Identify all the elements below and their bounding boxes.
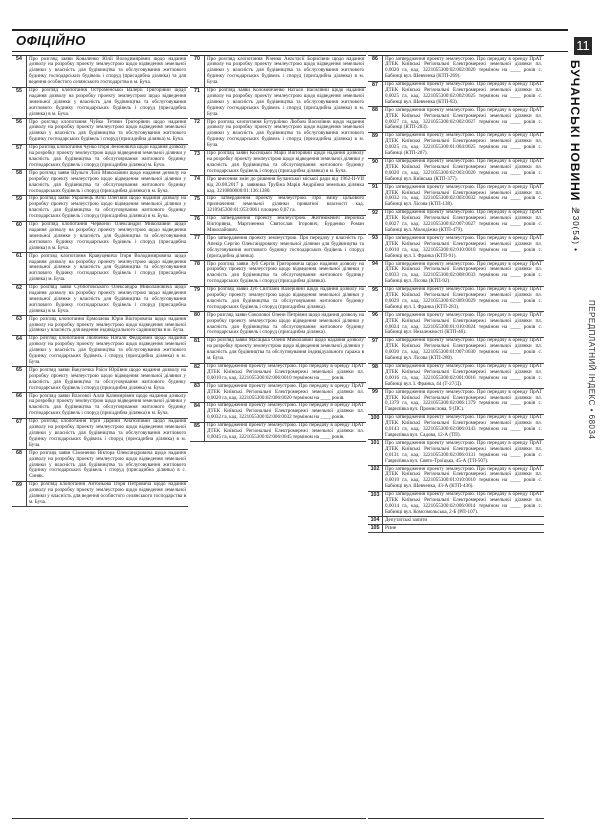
agenda-item-text: Про розгляд заяви Вакулечка Раїси Юріївни щодо надання дозволу на розробку проекту землеустрою щодо відведення земельної ділянки у власність для будівництва та обслуговування житлового будинку господарських будівель і споруд (присадибна ділянка) м. Буча. — [29, 366, 186, 391]
agenda-item — [12, 316, 188, 336]
agenda-item-number: 59 — [12, 196, 27, 221]
newspaper-brand-name: БУЧАНСЬКІ НОВИНИ — [568, 60, 582, 202]
agenda-item — [190, 235, 366, 261]
agenda-item — [12, 196, 188, 222]
agenda-item-number: 105 — [368, 525, 383, 532]
agenda-item-text: Про розгляд заяви Масацька Олени Миколаївни щодо надання дозволу на розробку проекту землеустрою щодо відведення земельної ділянки у власність для будівництва та обслуговування індивідуального гаража в м. Буча. — [207, 337, 364, 362]
agenda-item — [368, 159, 544, 185]
agenda-item-text: Депутатські запити — [385, 516, 428, 523]
agenda-item — [368, 210, 544, 236]
agenda-item-number: 100 — [368, 415, 383, 440]
agenda-item-number: 58 — [12, 170, 27, 195]
agenda-item-text: Про затвердження проекту землеустрою. Про зміну цільового призначення земельної ділянки приватної власності кад. 3210945300:01:053:0061 площею 0,07 га. — [207, 195, 364, 214]
agenda-item-number: 75 — [190, 196, 205, 215]
agenda-item-text: Про затвердження проекту землеустрою. Про передачу в оренду ПрАТ ДТЕК Київські Регіональні Електромережі земельної ділянки пл. 0,0143 га, кад. 3221055300:02:006:0143 терміном на ____ років с. Гаврилівка вул. Садова, 12-А (ТП). — [385, 414, 542, 438]
agenda-item-number: 79 — [190, 287, 205, 312]
agenda-item — [368, 517, 544, 525]
agenda-item-number: 92 — [368, 210, 383, 235]
agenda-item-text: Про розгляд заяви Зуб Світлани Валеріївни щодо надання дозволу на розробку проекту землеустрою щодо відведення земельної ділянки у власність для будівництва та обслуговування житлового будинку господарських будівель і споруд (присадибна ділянка). — [207, 286, 364, 310]
agenda-item-number: 91 — [368, 184, 383, 209]
agenda-item-text: Про розгляд клопотання Ермолаєва Юрія Вікторовича щодо надання дозволу на розробку проекту землеустрою щодо відведення земельної ділянки у власність для ведення індивідуального садівництва в м. Буча. — [29, 315, 186, 334]
agenda-item — [12, 419, 188, 451]
agenda-item-text: Про затвердження проекту землеустрою. Про передачу в оренду ПрАТ ДТЕК Київські Регіональні Електромережі земельної ділянки пл. 0,0010 га, кад. 3221055300:02:010:0010 терміном на ____ років с. Бабинці вул. І. Франка (КТП-91). — [385, 234, 542, 259]
agenda-item-text: Про розгляд клопотання Антоньова Ігоря Петровича щодо надання дозволу на розробку проекту землеустрою щодо відведення земельної ділянки у власність для ведення особистого селянського господарства в м. Буча. — [29, 481, 186, 505]
agenda-item-number: 95 — [368, 287, 383, 312]
agenda-item — [368, 261, 544, 287]
header-bar — [12, 29, 568, 52]
agenda-item-number: 78 — [190, 261, 205, 286]
agenda-item-text: Про розгляд заяви Українець Юлії Олегівни щодо надання дозволу на розробку проекту землеустрою щодо відведення земельної ділянки у власність для будівництва та обслуговування житлового будинку господарських будівель і споруд (присадибна ділянка) в м. Буча. — [29, 195, 186, 220]
agenda-item-text: Про затвердження проекту землеустрою. Про передачу в оренду ПрАТ ДТЕК Київські Регіональні Електромережі земельної ділянки пл. 0,0020 га, кад. 3221055300:02:003:0020 терміном на ____ років с. Бабинці вул. Київська (КТП-377). — [385, 158, 542, 182]
agenda-item-text: Про розгляд заяви Коваленко Юлії Володимирівни щодо надання дозволу на розробку проекту землеустрою щодо відведення земельної ділянки у власність для будівництва та обслуговування житлового будинку господарських будівель і споруд (присадибна ділянка) та для ведення особистого селянського господарства в м. Буча. — [29, 55, 186, 86]
agenda-item-number: 54 — [12, 56, 27, 87]
agenda-item — [12, 285, 188, 317]
agenda-item — [190, 196, 366, 216]
agenda-item-number: 64 — [12, 336, 27, 367]
agenda-item — [368, 184, 544, 210]
agenda-item-number: 88 — [368, 107, 383, 132]
agenda-item-number: 61 — [12, 253, 27, 284]
agenda-item — [12, 393, 188, 419]
agenda-item-number: 76 — [190, 216, 205, 235]
agenda-item — [12, 222, 188, 254]
agenda-item-number: 96 — [368, 312, 383, 337]
agenda-item — [368, 364, 544, 390]
agenda-item-text: Про розгляд клопотання Остроменської Валерії Григорівни щодо надання дозволу на розробку проекту землеустрою щодо відведення земельної ділянки у власність для будівництва та обслуговування житлового будинку господарських будівель і споруд (присадибна ділянка) в м. Буча. — [29, 87, 186, 117]
agenda-item-text: Про розгляд клопотання Чуйко Ігоря Зеноновича щодо надання дозволу на розробку проекту землеустрою щодо відведення земельної ділянки у власність для будівництва та обслуговування житлового будинку господарських будівель і споруд (присадибна ділянка) м. Буча. — [29, 144, 186, 168]
agenda-item — [12, 367, 188, 393]
subscription-index: ПЕРЕДПЛАТНИЙ ІНДЕКС • 68034 — [587, 300, 596, 440]
agenda-item-text: Про затвердження проекту землеустрою. Про передачу у власність гр. Апекір Сергію Олександровичу земельної ділянки для будівництва та обслуговування житлового будинку господарських будівель і споруд (присадибна ділянка). — [207, 234, 364, 259]
agenda-item — [368, 287, 544, 313]
agenda-item — [12, 145, 188, 171]
agenda-item-text: Про розгляд заяви Соколової Олени Петрівни щодо надання дозволу на розробку проекту землеустрою щодо відведення земельної ділянки у власність для будівництва та обслуговування житлового будинку господарських будівель і споруд (присадибна ділянка). — [207, 311, 364, 336]
agenda-item — [368, 466, 544, 492]
agenda-item — [190, 287, 366, 313]
agenda-item-text: Про затвердження проекту землеустрою. Про передачу в оренду ПрАТ ДТЕК Київські Регіональні Електромережі земельної ділянки пл. 0,0032 га, кад. 3221055300:02:003:0032 терміном на ____ років с. Бабинці вул. Лісова (КТП-138). — [385, 183, 542, 208]
agenda-item-text: Про затвердження проекту землеустрою. Про передачу в оренду ПрАТ ДТЕК Київські Регіональні Електромережі земельної ділянки пл. 0,0010 га, кад. 3221055300:01:010:0010 терміном на ____ років с. Бабинці вул. Шевченка, 43-А (КТП-436). — [385, 465, 542, 490]
agenda-item-text: Про затвердження проекту землеустрою. Про передачу в оренду ПрАТ ДТЕК Київські Регіональні Електромережі земельної ділянки пл. 0,0029 га, кад. 3221055300:02:009:0029 терміном на ____ років с. Бабинці вул. І. Франка (КТП-283). — [385, 286, 542, 310]
agenda-item-number: 94 — [368, 261, 383, 286]
agenda-item-number: 57 — [12, 145, 27, 170]
agenda-item-text: Про затвердження проекту землеустрою. Про передачу в оренду ПрАТ ДТЕК Київські Регіональні Електромережі земельної ділянки пл. 0,0033 га, кад. 3221055300:02:008:0033 терміном на ____ років с. Бабинці вул. Лісова (КТП-92). — [385, 260, 542, 285]
agenda-item-text: Про розгляд заяви Сімоненко Віктора Олександровича щодо надання дозволу на розробку проекту землеустрою щодо відведення земельної ділянки у власність для будівництва та обслуговування житлового будинку господарських будівель і споруд (присадибна ділянка) в с. Синяк. — [29, 449, 186, 480]
agenda-item-number: 68 — [12, 450, 27, 481]
agenda-item — [368, 312, 544, 338]
agenda-item — [368, 107, 544, 133]
agenda-item-number: 99 — [368, 389, 383, 414]
agenda-item-text: Різне — [385, 524, 397, 531]
agenda-column-1 — [12, 55, 188, 819]
agenda-item-number: 69 — [12, 482, 27, 507]
agenda-item-text: Про розгляд заяви Зуб Сергія Григоровича щодо надання дозволу на розробку проекту землеустрою щодо відведення земельної ділянки у власність для будівництва та обслуговування житлового будинку господарських будівель і споруд (присадибна ділянка). — [207, 260, 364, 285]
agenda-item — [190, 151, 366, 177]
agenda-columns — [12, 55, 544, 817]
agenda-item-text: Про розгляд клопотання Різенко Анастасії Борисівни щодо надання дозволу на розробку проекту землеустрою щодо відведення земельної ділянки у власність для будівництва та обслуговування житлового будинку господарських будівель і споруд (присадибна ділянка) в м. Буча. — [207, 55, 364, 86]
agenda-item-number: 65 — [12, 367, 27, 392]
agenda-item-number: 102 — [368, 466, 383, 491]
agenda-item-text: Про затвердження проекту землеустрою. Про передачу в оренду ПрАТ ДТЕК Київські Регіональні Електромережі земельної ділянки пл. 0,0027 га, кад. 3221055300:02:007:0027 терміном на ____ років с. Бабинці вул. Молодіжна (КТП-479). — [385, 209, 542, 233]
agenda-column-3 — [368, 55, 544, 819]
agenda-item-text: Про затвердження проекту землеустрою. Про передачу в оренду ПрАТ ДТЕК Київські Регіональні Електромережі земельної ділянки пл. 0,1379 га, кад. 3221055300:02:006:1379 терміном на ____ років с. Гаврилівка вул. Промислова, 9 (ПС). — [385, 388, 542, 413]
agenda-item-text: Про розгляд заяви Косицької Марії Вікторівни щодо надання дозволу на розробку проекту землеустрою щодо відведення земельної ділянки у власність для будівництва та обслуговування житлового будинку господарських будівель і споруд (присадибна ділянка) в м. Буча. — [207, 150, 364, 174]
agenda-item-text: Про розгляд клопотання Червоної Олександри Миколаївни щодо надання дозволу на розробку проекту землеустрою щодо відведення земельної ділянки у власність для будівництва та обслуговування житлового будинку господарських будівель і споруд (присадибна ділянка) в м. Буча. — [29, 221, 186, 251]
agenda-item-text: Про затвердження проекту землеустрою. Про передачу в оренду ПрАТ ДТЕК Київські Регіональні Електромережі земельної ділянки пл. 0,0020 га, кад. 3221055300:02:006:0020 терміном на ____ років. — [207, 382, 364, 401]
agenda-item-number: 97 — [368, 338, 383, 363]
agenda-item-text: Про затвердження проекту землеустрою. Про передачу в оренду ПрАТ ДТЕК Київські Регіональні Електромережі земельної ділянки пл. 0,0014 га, кад. 3221055300:02:006:0014 терміном на ____ років с. Бабинці вул. Комсомольська, 2-Б (РП-107). — [385, 491, 542, 515]
page-number: 11 — [574, 37, 592, 55]
agenda-item-text: Про внесення змін до рішення Бучанської міської ради від 1962-II-VII від 20.08.2017 р. заявника Трубіна Марія Андріївна земельна ділянка кад. 3210800000:01:136:1380. — [207, 175, 364, 194]
agenda-item — [368, 56, 544, 82]
agenda-item-text: Про розгляд заяви Шульги Лілії Миколаївни щодо надання дозволу на розробку проекту землеустрою щодо відведення земельної ділянки у власність для будівництва та обслуговування житлового будинку господарських будівель і споруд (присадибна ділянка) в м. Буча. — [29, 169, 186, 194]
agenda-item-text: Про розгляд клопотання Ігрій Дарини Анатоліївни щодо надання дозволу на розробку проекту землеустрою щодо відведення земельної ділянки у власність для будівництва та обслуговування житлового будинку господарських будівель і споруд (присадибна ділянка) в м. Буча. — [29, 418, 186, 448]
agenda-item-number: 98 — [368, 364, 383, 389]
agenda-item-number: 93 — [368, 235, 383, 260]
agenda-item — [190, 216, 366, 236]
agenda-item-text: Про затвердження проекту землеустрою. Про передачу в оренду ПрАТ ДТЕК Київські Регіональні Електромережі земельної ділянки пл. 0,0025 га, кад. 3221055300:02:002:0025 терміном на ____ років с. Бабинці вул. Шевченка (КТП-83). — [385, 81, 542, 105]
agenda-item — [190, 56, 366, 88]
agenda-item — [190, 119, 366, 151]
agenda-item — [368, 415, 544, 441]
agenda-item — [190, 88, 366, 120]
agenda-item — [368, 440, 544, 466]
agenda-item-number: 70 — [190, 56, 205, 87]
agenda-item — [12, 482, 188, 508]
agenda-item-number: 72 — [190, 119, 205, 150]
agenda-item-number: 86 — [368, 56, 383, 81]
agenda-item — [368, 133, 544, 159]
agenda-item-number: 77 — [190, 235, 205, 260]
agenda-item-number: 63 — [12, 316, 27, 335]
agenda-item-text: Про розгляд клопотання Бутурлінко Любові Василівни щодо надання дозволу на розробку проекту землеустрою щодо відведення земельної ділянки у власність для будівництва та обслуговування житлового будинку господарських будівель і споруд (присадибна ділянка) в м. Буча. — [207, 118, 364, 149]
agenda-item-text: Про розгляд заяви Субботовського Олександра Миколайовича щодо надання дозволу на розробку проекту землеустрою щодо відведення земельної ділянки у власність для будівництва та обслуговування житлового будинку господарських будівель і споруд (присадибна ділянка) в м. Буча. — [29, 284, 186, 314]
agenda-item-number: 73 — [190, 151, 205, 176]
agenda-item-text: Про затвердження проекту землеустрою. Про передачу в оренду ПрАТ ДТЕК Київські Регіональні Електромережі земельної ділянки пл. 0,0045 га, кад. 3221055300:02:006:0045 терміном на ____ років. — [207, 422, 364, 440]
agenda-item-number: 101 — [368, 440, 383, 465]
agenda-item — [12, 170, 188, 196]
agenda-item-number: 67 — [12, 419, 27, 450]
agenda-item — [368, 235, 544, 261]
agenda-item — [12, 119, 188, 145]
agenda-item-text: Про розгляд клопотання Кравуцевича Ігоря Володимировича щодо надання дозволу на розробку проекту землеустрою щодо відведення земельної ділянки у власність для будівництва та обслуговування житлового будинку господарських будівель і споруд (присадибна ділянка) м. Буча. — [29, 252, 186, 283]
agenda-item-number: 103 — [368, 492, 383, 517]
agenda-item — [190, 338, 366, 364]
agenda-item-text: Про розгляд заяви Коломийченко Наталії Василівни щодо надання дозволу на розробку проекту землеустрою щодо відведення земельної ділянки у власність для будівництва та обслуговування житлового будинку господарських будівель і споруд (присадибна ділянка) в м. Буча. — [207, 87, 364, 117]
agenda-item-text: Про затвердження проекту землеустрою. Про передачу в оренду ПрАТ ДТЕК Київські Регіональні Електромережі земельної ділянки пл. 0,0024 га, кад. 3221055300:01:010:0024 терміном на ____ років с. Бабинці вул. Незалежності (КТП-46). — [385, 311, 542, 336]
agenda-item-text: Про затвердження проекту землеустрою. Про передачу в оренду ПрАТ ДТЕК Київські Регіональні Електромережі земельної ділянки пл. 0,0131 га, кад. 3221055300:02:006:0131 терміном на ____ років с. Гаврилівка вул. Свято-Троїцька, 45-А (ТП-507). — [385, 439, 542, 464]
agenda-item-text: Про розгляд заяви Власової Алли Казимирівни щодо надання дозволу на розробку проекту землеустрою щодо відведення земельної ділянки у власність для будівництва та обслуговування житлового будинку господарських будівель і споруд (присадибна ділянка) в м. Буча. — [29, 392, 186, 417]
agenda-item-text: Про розгляд клопотання Чуйко Тетяни Григорівни щодо надання дозволу на розробку проекту землеустрою щодо відведення земельної ділянки у власність для будівництва та обслуговування житлового будинку господарських будівель і споруд (присадибна ділянка) м. Буча. — [29, 118, 186, 143]
agenda-item — [368, 492, 544, 518]
agenda-item — [190, 176, 366, 196]
agenda-item — [368, 82, 544, 108]
agenda-item — [368, 525, 544, 533]
agenda-item — [12, 450, 188, 482]
agenda-item-number: 85 — [190, 423, 205, 442]
agenda-item-number: 84 — [190, 403, 205, 422]
agenda-item-text: Про затвердження проекту землеустрою. Про передачу в оренду ПрАТ ДТЕК Київські Регіональні Електромережі земельної ділянки пл. 0,0030 га, кад. 3221055300:01:007:0030 терміном на ____ років с. Бабинці вул. Лісова (КТП-280). — [385, 337, 542, 362]
agenda-item — [190, 383, 366, 403]
agenda-item-number: 87 — [368, 82, 383, 107]
agenda-item — [190, 364, 366, 384]
agenda-item-number: 55 — [12, 88, 27, 119]
agenda-item-text: Про затвердження проекту землеустрою. Про передачу в оренду ПрАТ ДТЕК Київські Регіональні Електромережі земельної ділянки пл. 0,0010 га, кад. 3221055300:02:006:0010 терміном на ____ років. — [207, 363, 364, 381]
agenda-item-number: 83 — [190, 383, 205, 402]
agenda-item-number: 60 — [12, 222, 27, 253]
agenda-item-number: 80 — [190, 312, 205, 337]
section-title: ОФІЦІЙНО — [16, 33, 86, 48]
agenda-item-number: 104 — [368, 517, 383, 524]
agenda-item — [190, 312, 366, 338]
agenda-item-number: 89 — [368, 133, 383, 158]
agenda-column-2 — [190, 55, 366, 819]
agenda-item — [190, 261, 366, 287]
agenda-item-number: 56 — [12, 119, 27, 144]
agenda-item — [12, 88, 188, 120]
agenda-item-text: Про затвердження проекту землеустрою. Про передачу в оренду ПрАТ ДТЕК Київські Регіональні Електромережі земельної ділянки пл. 0,0025 га, кад. 3221055300:01:004:0025 терміном на ____ років с. Бабинці (КТП-207). — [385, 132, 542, 157]
agenda-item-text: Про затвердження проекту землеустрою. Про передачу в оренду ПрАТ ДТЕК Київські Регіональні Електромережі земельної ділянки пл. 0,0032 га, кад. 3221055300:02:006:0032 терміном на ____ років. — [207, 402, 364, 421]
agenda-item — [368, 389, 544, 415]
agenda-item — [12, 56, 188, 88]
agenda-item — [368, 338, 544, 364]
agenda-item-text: Про затвердження проекту землеустрою. Про передачу в оренду ПрАТ ДТЕК Київські Регіональні Електромережі земельної ділянки пл. 0,0016 га, кад. 3221055300:02:001:0016 терміном на ____ років с. Бабинці вул. І. Франка, 44 (Т-27/Д). — [385, 363, 542, 387]
agenda-item — [12, 253, 188, 285]
agenda-item-number: 81 — [190, 338, 205, 363]
agenda-item — [190, 423, 366, 443]
agenda-item-number: 66 — [12, 393, 27, 418]
newspaper-brand — [568, 60, 582, 252]
agenda-item-text: Про затвердження проекту землеустрою. Про передачу в оренду ПрАТ ДТЕК Київські Регіональні Електромережі земельної ділянки пл. 0,0027 га, кад. 3221055300:02:002:0027 терміном на ____ років с. Бабинці (КТП-283). — [385, 106, 542, 131]
agenda-item-number: 62 — [12, 285, 27, 316]
agenda-item — [190, 403, 366, 423]
agenda-item-text: Про розгляд клопотання Любченко Наталії Федорівни щодо надання дозволу на розробку проекту землеустрою щодо відведення земельної ділянки у власність для будівництва та обслуговування житлового будинку господарських будівель і споруд (присадибна ділянка) в м. Буча. — [29, 335, 186, 365]
issue-number: №30(54) • — [571, 205, 580, 252]
agenda-item-number: 82 — [190, 364, 205, 383]
agenda-item-number: 90 — [368, 159, 383, 184]
agenda-item-text: Про затвердження проекту землеустрою. Житнюкевич Вероніка Вікторівна, Мартиненко Святослав Ігорович, Бурденко Роман Миколайович. — [207, 215, 364, 233]
agenda-item-number: 74 — [190, 176, 205, 195]
agenda-item — [12, 336, 188, 368]
agenda-item-text: Про затвердження проекту землеустрою. Про передачу в оренду ПрАТ ДТЕК Київські Регіональні Електромережі земельної ділянки пл. 0,0020 га, кад. 3221055300:02:002:0020 терміном на ____ років с. Бабинці вул. Шевченка (КТП-269). — [385, 55, 542, 80]
agenda-item-number: 71 — [190, 88, 205, 119]
